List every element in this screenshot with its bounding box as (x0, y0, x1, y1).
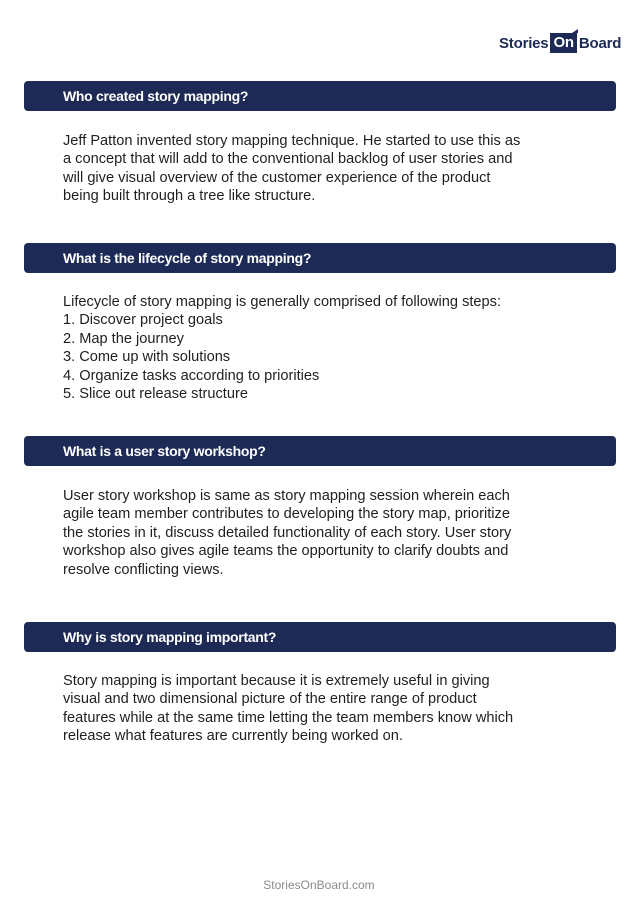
section-heading-lifecycle: What is the lifecycle of story mapping? (24, 243, 616, 273)
body-line: workshop also gives agile teams the opportunity to clarify doubts and (63, 543, 509, 560)
list-item: 1. Discover project goals (63, 312, 223, 329)
body-line: a concept that will add to the conventional backlog of user stories and (63, 151, 513, 168)
brand-logo-part2: On (550, 33, 576, 53)
section-body-importance (63, 672, 583, 746)
body-line: agile team member contributes to developing the story map, prioritize (63, 506, 510, 523)
body-line: Lifecycle of story mapping is generally comprised of following steps: (63, 294, 502, 310)
list-item: 3. Come up with solutions (63, 349, 231, 366)
footer-link[interactable]: StoriesOnBoard.com (263, 878, 375, 892)
section-heading-who-created: Who created story mapping? (24, 81, 616, 111)
list-item: 2. Map the journey (63, 330, 184, 347)
body-line: will give visual overview of the customer experience of the product (63, 169, 491, 186)
list-item: 5. Slice out release structure (63, 386, 248, 403)
section-heading-importance: Why is story mapping important? (24, 622, 616, 652)
body-line: resolve conflicting views. (63, 561, 224, 578)
body-line: features while at the same time letting the team members know which (63, 709, 514, 726)
body-line: visual and two dimensional picture of the entire range of product (63, 691, 477, 708)
body-line: the stories in it, discuss detailed functionality of each story. User story (63, 524, 512, 541)
body-line: Jeff Patton invented story mapping technique. He started to use this as (63, 133, 521, 149)
brand-logo-part1: Stories (499, 34, 549, 52)
brand-logo-part3: Board (578, 34, 622, 52)
body-line: User story workshop is same as story mapping session wherein each (63, 488, 510, 504)
section-body-workshop (63, 487, 583, 579)
list-item: 4. Organize tasks according to priorities (63, 367, 320, 384)
body-line: being built through a tree like structure. (63, 188, 316, 205)
section-heading-workshop: What is a user story workshop? (24, 436, 616, 466)
body-line: release what features are currently being worked on. (63, 728, 403, 745)
section-body-lifecycle (63, 293, 583, 403)
body-line: Story mapping is important because it is extremely useful in giving (63, 673, 490, 689)
brand-logo (499, 33, 621, 53)
section-body-who-created (63, 132, 583, 206)
